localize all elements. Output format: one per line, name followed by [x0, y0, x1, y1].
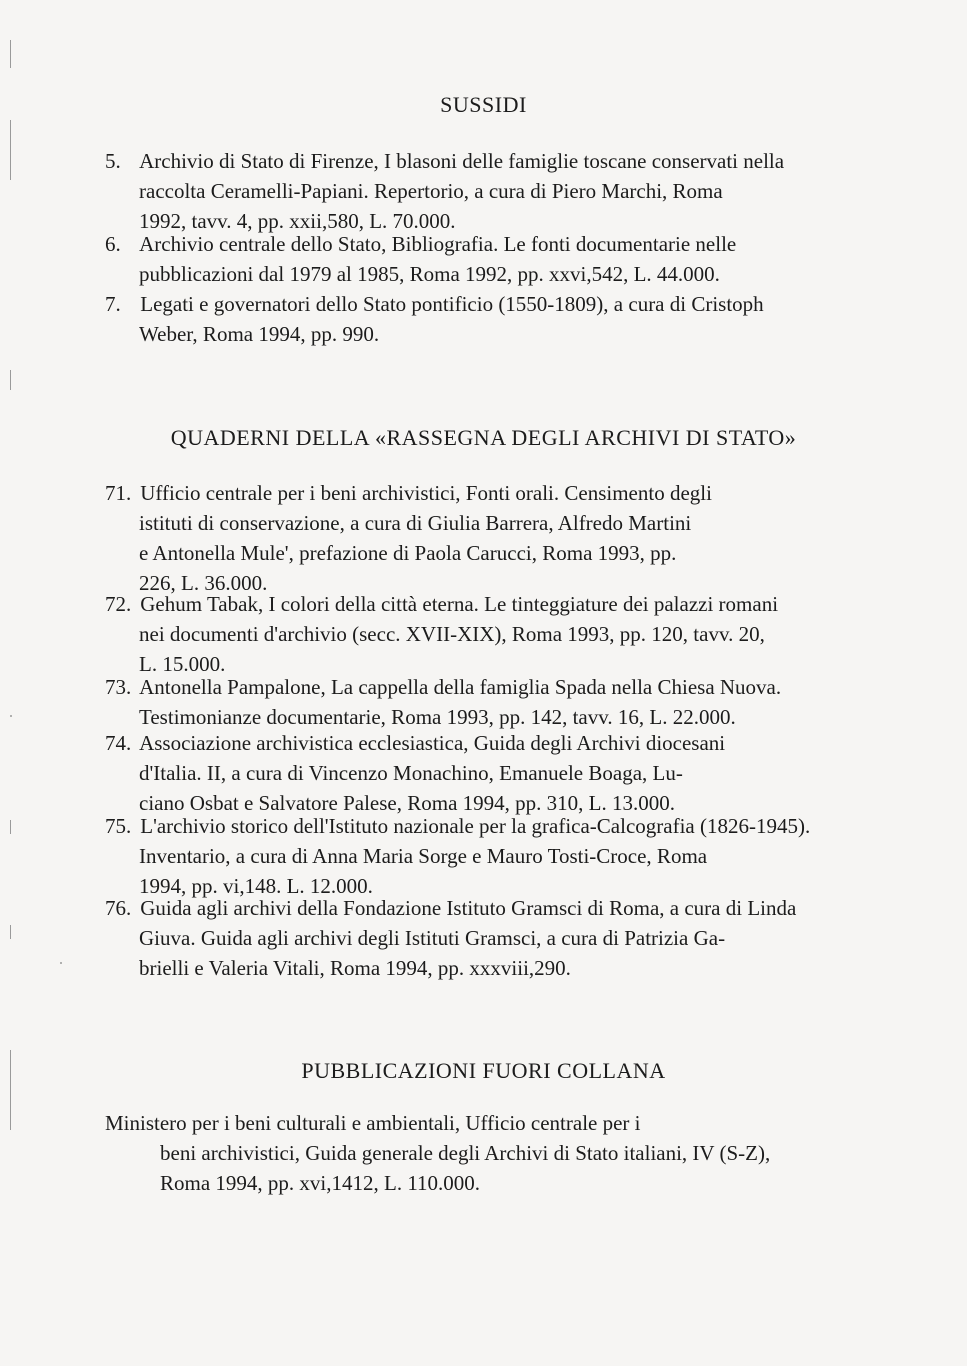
bibliography-entry	[105, 589, 845, 679]
entry-number: 76.	[105, 896, 132, 920]
scan-dot-mark	[60, 962, 62, 964]
entry-line: Archivio di Stato di Firenze, I blasoni delle famiglie toscane conservati nella	[139, 149, 785, 173]
bibliography-entry	[105, 893, 845, 983]
scan-margin-mark	[10, 120, 11, 180]
entry-line: Guida agli archivi della Fondazione Istituto Gramsci di Roma, a cura di Linda	[140, 896, 797, 920]
section-heading-fuori-collana: PUBBLICAZIONI FUORI COLLANA	[301, 1058, 666, 1083]
scan-margin-mark	[10, 820, 11, 834]
entry-line: Antonella Pampalone, La cappella della famiglia Spada nella Chiesa Nuova.	[139, 675, 782, 699]
entry-line: 1992, tavv. 4, pp. xxii,580, L. 70.000.	[139, 209, 456, 233]
entry-line: pubblicazioni dal 1979 al 1985, Roma 1992, pp. xxvi,542, L. 44.000.	[139, 262, 720, 286]
entry-line: Associazione archivistica ecclesiastica, Guida degli Archivi diocesani	[139, 731, 726, 755]
entry-line: Ufficio centrale per i beni archivistici, Fonti orali. Censimento degli	[140, 481, 712, 505]
bibliography-entry	[105, 478, 845, 598]
entry-line: Gehum Tabak, I colori della città eterna. Le tinteggiature dei palazzi romani	[140, 592, 779, 616]
entry-line: Archivio centrale dello Stato, Bibliografia. Le fonti documentarie nelle	[139, 232, 737, 256]
entry-number: 71.	[105, 481, 132, 505]
entry-line: istituti di conservazione, a cura di Giulia Barrera, Alfredo Martini	[139, 511, 692, 535]
section-heading-quaderni: QUADERNI DELLA «RASSEGNA DEGLI ARCHIVI DI STATO»	[170, 425, 797, 450]
entry-line: nei documenti d'archivio (secc. XVII-XIX), Roma 1993, pp. 120, tavv. 20,	[139, 622, 765, 646]
entry-line: d'Italia. II, a cura di Vincenzo Monachino, Emanuele Boaga, Lu-	[139, 761, 683, 785]
entry-line: e Antonella Mule', prefazione di Paola Carucci, Roma 1993, pp.	[139, 541, 677, 565]
section-heading-sussidi: SUSSIDI	[440, 92, 527, 117]
scan-dot-mark	[10, 715, 12, 717]
entry-line: raccolta Ceramelli-Papiani. Repertorio, a cura di Piero Marchi, Roma	[139, 179, 723, 203]
bibliography-entry	[105, 229, 845, 289]
entry-number: 5.	[105, 149, 121, 173]
bibliography-entry	[105, 672, 845, 732]
entry-line: beni archivistici, Guida generale degli Archivi di Stato italiani, IV (S-Z),	[160, 1141, 771, 1165]
bibliography-entry	[105, 289, 845, 349]
entry-line: Weber, Roma 1994, pp. 990.	[139, 322, 380, 346]
entry-number: 72.	[105, 592, 132, 616]
entry-number: 7.	[105, 292, 121, 316]
bibliography-entry	[105, 1108, 845, 1198]
entry-line: ciano Osbat e Salvatore Palese, Roma 1994, pp. 310, L. 13.000.	[139, 791, 675, 815]
scan-margin-mark	[10, 370, 11, 390]
entry-line: L. 15.000.	[139, 652, 226, 676]
entry-number: 6.	[105, 232, 121, 256]
bibliography-entry	[105, 811, 845, 901]
entry-line: brielli e Valeria Vitali, Roma 1994, pp. xxxviii,290.	[139, 956, 571, 980]
entry-number: 75.	[105, 814, 132, 838]
entry-line: Testimonianze documentarie, Roma 1993, pp. 142, tavv. 16, L. 22.000.	[139, 705, 736, 729]
entry-number: 74.	[105, 731, 132, 755]
bibliography-entry	[105, 146, 845, 236]
bibliography-entry	[105, 728, 845, 818]
entry-line: 226, L. 36.000.	[139, 571, 268, 595]
entry-line: Roma 1994, pp. xvi,1412, L. 110.000.	[160, 1171, 481, 1195]
entry-line: Giuva. Guida agli archivi degli Istituti Gramsci, a cura di Patrizia Ga-	[139, 926, 726, 950]
entry-line: 1994, pp. vi,148. L. 12.000.	[139, 874, 373, 898]
scan-margin-mark	[10, 925, 11, 939]
entry-line: L'archivio storico dell'Istituto nazionale per la grafica-Calcografia (1826-1945).	[140, 814, 811, 838]
entry-number: 73.	[105, 675, 132, 699]
entry-line: Ministero per i beni culturali e ambientali, Ufficio centrale per i	[105, 1111, 641, 1135]
entry-line: Legati e governatori dello Stato pontificio (1550-1809), a cura di Cristoph	[140, 292, 764, 316]
entry-line: Inventario, a cura di Anna Maria Sorge e Mauro Tosti-Croce, Roma	[139, 844, 708, 868]
scan-margin-mark	[10, 40, 11, 68]
